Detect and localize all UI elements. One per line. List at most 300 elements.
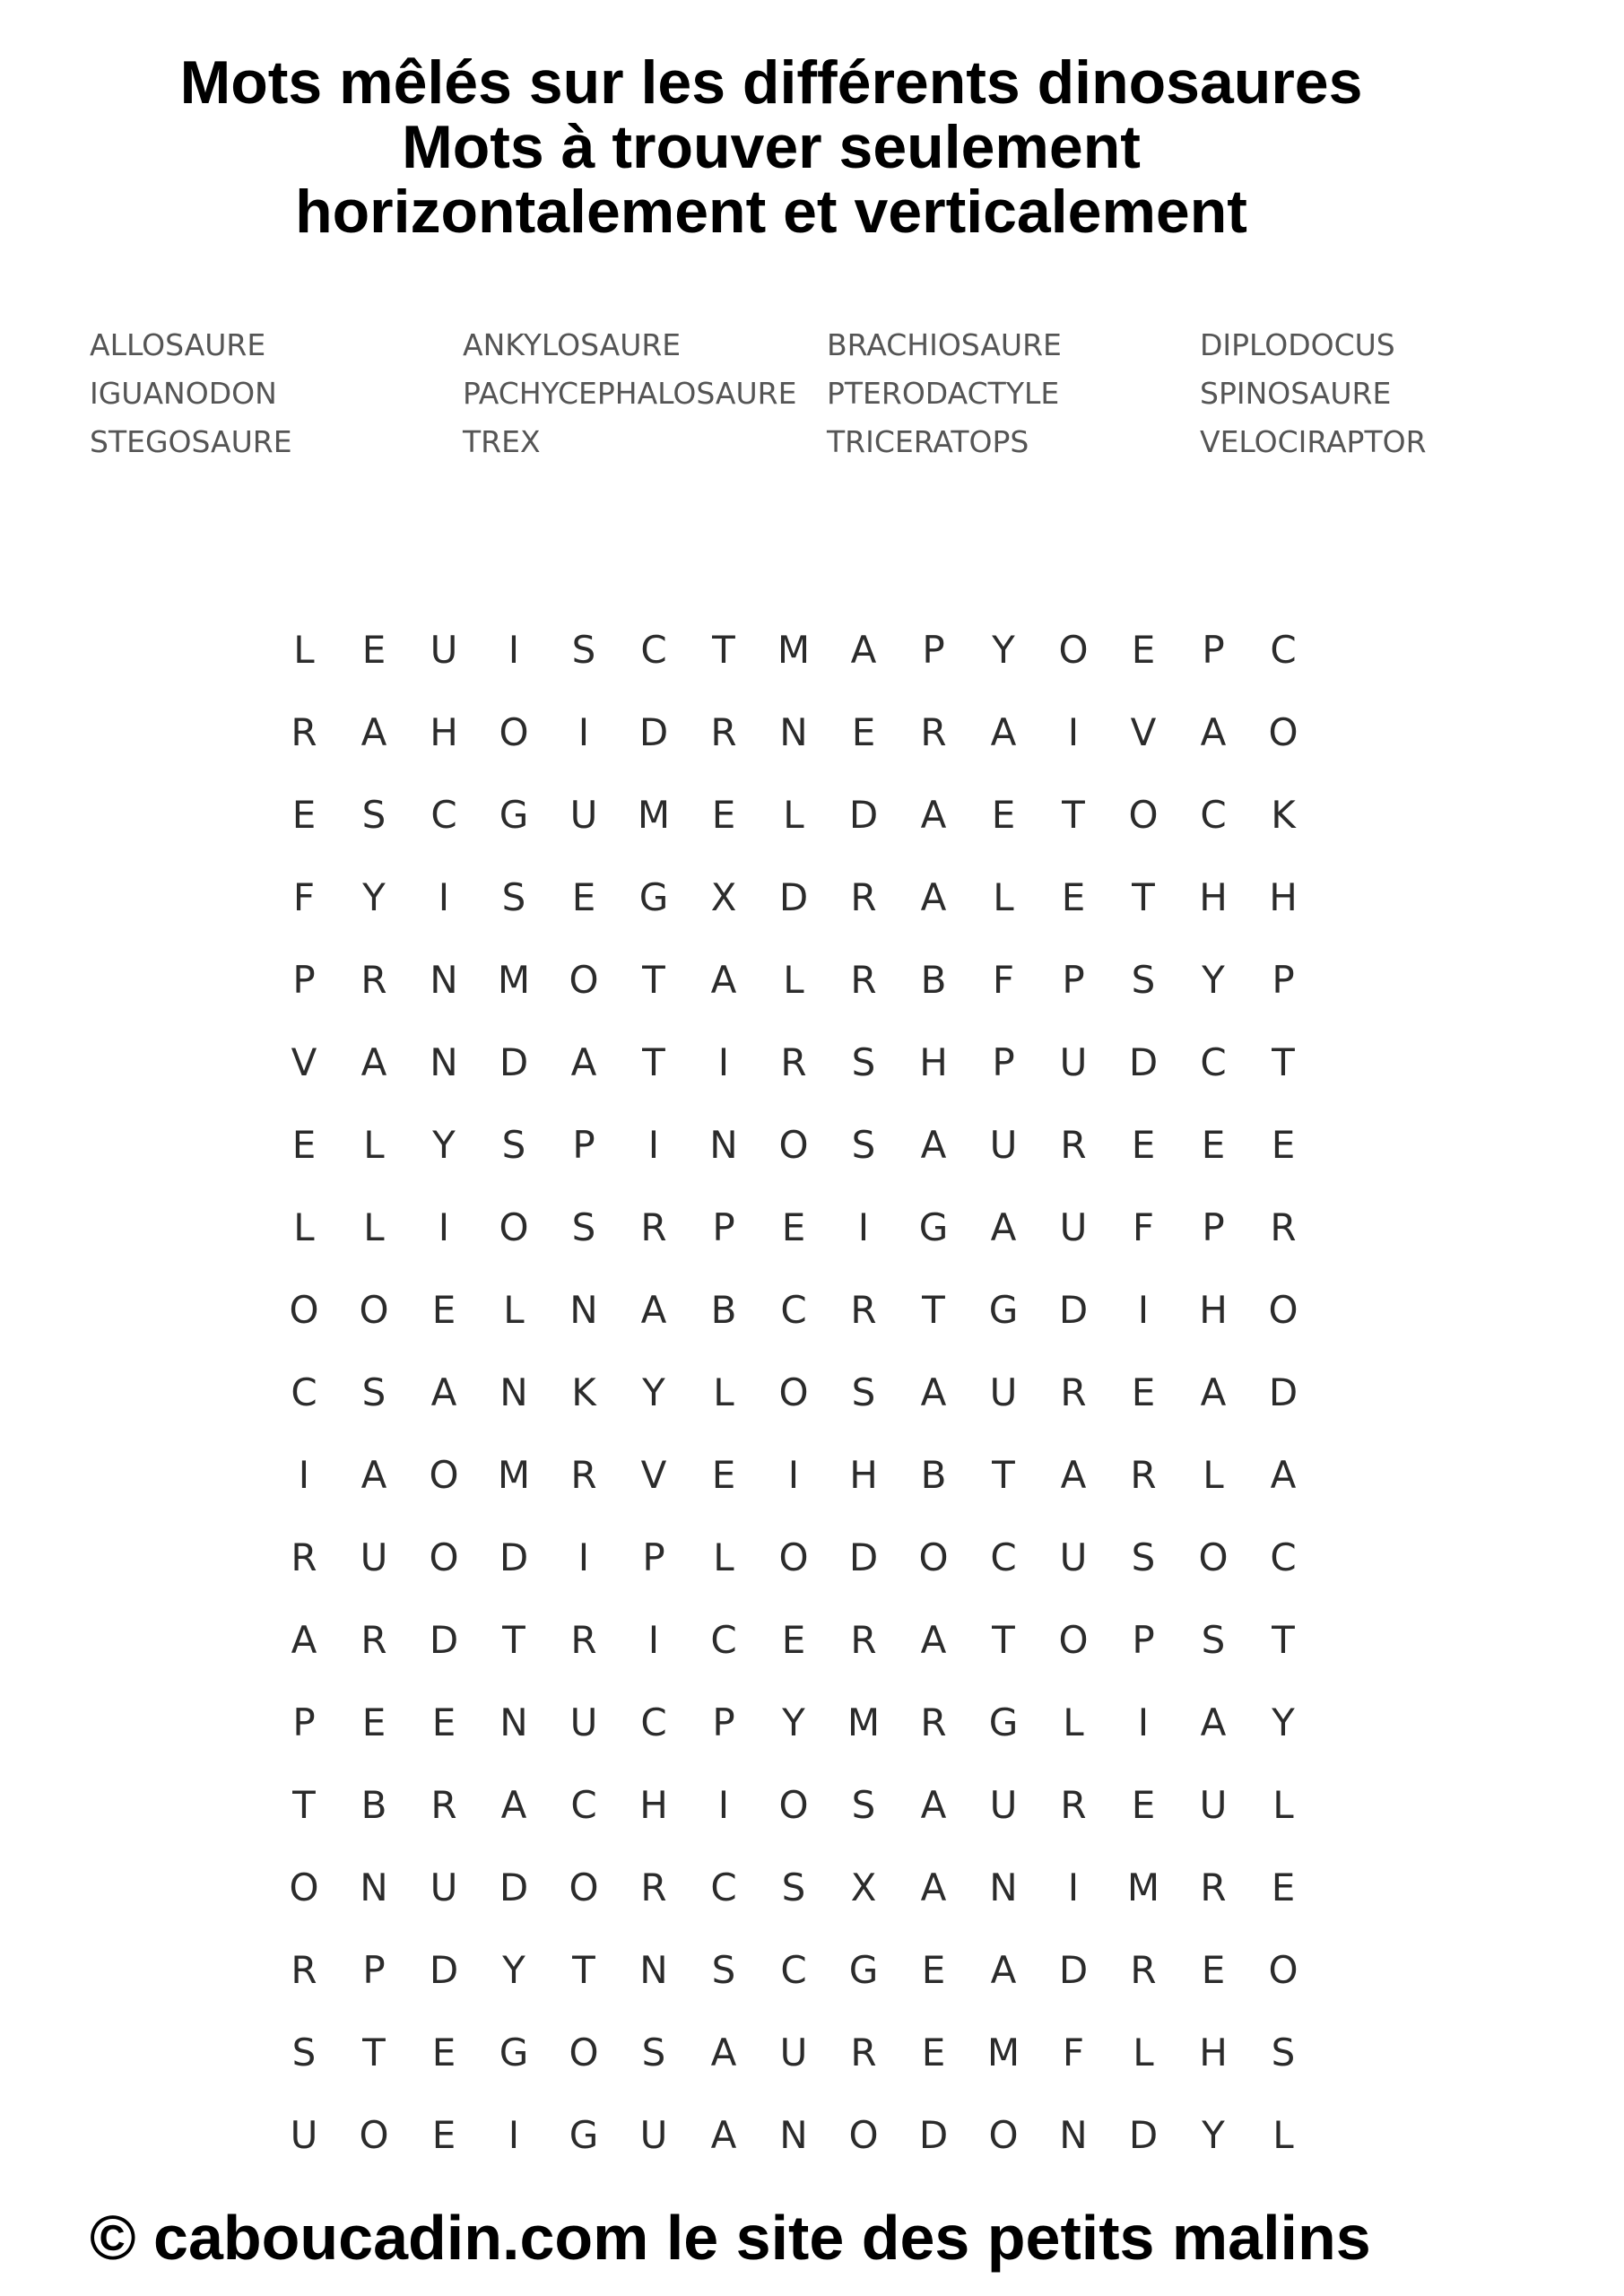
grid-cell: T <box>922 1287 945 1332</box>
grid-cell: R <box>360 1617 387 1662</box>
grid-cell: G <box>918 1205 949 1249</box>
grid-cell: S <box>641 2030 666 2074</box>
grid-cell: C <box>430 792 457 837</box>
grid-cell: O <box>778 1370 809 1414</box>
grid-cell: I <box>298 1452 310 1497</box>
grid-cell: E <box>431 2030 456 2074</box>
grid-cell: E <box>1131 1370 1156 1414</box>
grid-cell: E <box>711 792 736 837</box>
grid-cell: I <box>647 1617 660 1662</box>
word-list-item: SPINOSAURE <box>1200 376 1392 411</box>
grid-cell: A <box>920 792 947 837</box>
grid-cell: K <box>571 1370 596 1414</box>
grid-cell: M <box>777 627 811 672</box>
grid-cell: A <box>640 1287 667 1332</box>
grid-cell: E <box>571 874 596 919</box>
word-list-item: TRICERATOPS <box>827 424 1029 459</box>
grid-cell: S <box>571 1205 596 1249</box>
grid-cell: C <box>780 1947 807 1992</box>
grid-cell: I <box>1067 1865 1080 1909</box>
grid-cell: A <box>920 1782 947 1827</box>
grid-cell: O <box>778 1122 809 1167</box>
grid-cell: G <box>638 874 669 919</box>
grid-cell: M <box>847 1700 881 1744</box>
grid-cell: D <box>499 1865 529 1909</box>
grid-cell: U <box>430 627 458 672</box>
grid-cell: A <box>990 1205 1017 1249</box>
grid-cell: T <box>1132 874 1155 919</box>
grid-cell: I <box>1067 709 1080 754</box>
grid-cell: R <box>920 709 947 754</box>
grid-cell: G <box>499 2030 529 2074</box>
grid-cell: U <box>779 2030 808 2074</box>
grid-cell: C <box>710 1617 737 1662</box>
footer-credit: © caboucadin.com le site des petits malins <box>90 2203 1371 2273</box>
grid-cell: C <box>640 627 667 672</box>
grid-cell: A <box>360 1452 387 1497</box>
grid-cell: S <box>1201 1617 1226 1662</box>
grid-cell: O <box>359 2112 389 2157</box>
grid-cell: G <box>499 792 529 837</box>
grid-cell: Y <box>992 627 1015 672</box>
grid-cell: M <box>497 1452 531 1497</box>
word-list-item: VELOCIRAPTOR <box>1200 424 1427 459</box>
grid-cell: D <box>778 874 809 919</box>
grid-cell: I <box>508 627 520 672</box>
grid-cell: L <box>1133 2030 1154 2074</box>
grid-cell: E <box>1131 1782 1156 1827</box>
grid-cell: B <box>710 1287 737 1332</box>
grid-cell: S <box>851 1039 876 1084</box>
grid-cell: R <box>850 957 877 1002</box>
grid-cell: C <box>990 1535 1017 1579</box>
grid-cell: H <box>1199 2030 1228 2074</box>
grid-cell: A <box>360 1039 387 1084</box>
grid-cell: P <box>362 1947 386 1992</box>
grid-cell: V <box>291 1039 317 1084</box>
grid-cell: U <box>989 1370 1018 1414</box>
grid-cell: H <box>919 1039 948 1084</box>
grid-cell: A <box>1200 1370 1227 1414</box>
grid-cell: U <box>1059 1205 1088 1249</box>
grid-cell: R <box>1060 1370 1087 1414</box>
grid-cell: I <box>857 1205 870 1249</box>
grid-cell: T <box>712 627 735 672</box>
grid-cell: N <box>779 2112 808 2157</box>
grid-cell: U <box>1199 1782 1228 1827</box>
word-list-item: ANKYLOSAURE <box>463 327 682 362</box>
grid-cell: A <box>1270 1452 1297 1497</box>
grid-cell: N <box>569 1287 598 1332</box>
grid-cell: R <box>1200 1865 1227 1909</box>
grid-cell: H <box>849 1452 878 1497</box>
grid-cell: F <box>1132 1205 1155 1249</box>
grid-cell: A <box>1200 1700 1227 1744</box>
grid-cell: A <box>920 1370 947 1414</box>
grid-cell: S <box>781 1865 806 1909</box>
grid-cell: O <box>569 957 599 1002</box>
grid-cell: U <box>360 1535 388 1579</box>
grid-cell: C <box>710 1865 737 1909</box>
grid-cell: L <box>363 1122 385 1167</box>
grid-cell: N <box>499 1370 528 1414</box>
grid-cell: O <box>778 1535 809 1579</box>
grid-cell: E <box>1271 1122 1296 1167</box>
grid-cell: S <box>851 1122 876 1167</box>
word-list-item: BRACHIOSAURE <box>827 327 1062 362</box>
grid-cell: M <box>497 957 531 1002</box>
grid-cell: I <box>1137 1287 1150 1332</box>
grid-cell: T <box>1272 1039 1295 1084</box>
grid-cell: G <box>988 1700 1019 1744</box>
grid-cell: L <box>783 957 804 1002</box>
grid-cell: R <box>850 1617 877 1662</box>
grid-cell: E <box>851 709 876 754</box>
grid-cell: O <box>569 2030 599 2074</box>
grid-cell: A <box>710 2112 737 2157</box>
grid-cell: S <box>361 1370 386 1414</box>
grid-cell: R <box>1060 1782 1087 1827</box>
grid-cell: D <box>848 1535 879 1579</box>
grid-cell: N <box>499 1700 528 1744</box>
grid-cell: Y <box>362 874 386 919</box>
grid-cell: C <box>1200 792 1227 837</box>
grid-cell: O <box>569 1865 599 1909</box>
grid-cell: D <box>638 709 669 754</box>
grid-cell: S <box>291 2030 317 2074</box>
grid-cell: V <box>640 1452 667 1497</box>
grid-cell: Y <box>1272 1700 1295 1744</box>
grid-cell: S <box>1271 2030 1296 2074</box>
grid-cell: T <box>992 1617 1015 1662</box>
word-list-item: PACHYCEPHALOSAURE <box>463 376 797 411</box>
grid-cell: R <box>850 2030 877 2074</box>
grid-cell: D <box>918 2112 949 2157</box>
grid-cell: Y <box>432 1122 456 1167</box>
grid-cell: T <box>1062 792 1085 837</box>
grid-cell: P <box>1202 1205 1225 1249</box>
grid-cell: E <box>921 1947 946 1992</box>
grid-cell: D <box>1058 1287 1089 1332</box>
grid-cell: E <box>361 1700 386 1744</box>
grid-cell: E <box>781 1205 806 1249</box>
grid-cell: R <box>570 1617 597 1662</box>
grid-cell: D <box>499 1039 529 1084</box>
grid-cell: O <box>1058 627 1089 672</box>
grid-cell: C <box>291 1370 317 1414</box>
grid-cell: S <box>851 1370 876 1414</box>
grid-cell: R <box>360 957 387 1002</box>
grid-cell: T <box>642 957 665 1002</box>
grid-cell: P <box>642 1535 665 1579</box>
grid-cell: Y <box>502 1947 525 1992</box>
grid-cell: A <box>990 1947 1017 1992</box>
grid-cell: C <box>570 1782 597 1827</box>
grid-cell: T <box>362 2030 386 2074</box>
grid-cell: B <box>360 1782 387 1827</box>
grid-cell: E <box>1061 874 1086 919</box>
grid-cell: T <box>502 1617 525 1662</box>
grid-cell: I <box>508 2112 520 2157</box>
grid-cell: E <box>991 792 1016 837</box>
grid-cell: I <box>647 1122 660 1167</box>
grid-cell: S <box>361 792 386 837</box>
grid-cell: D <box>429 1617 459 1662</box>
grid-cell: O <box>429 1452 459 1497</box>
grid-cell: U <box>569 1700 598 1744</box>
grid-cell: R <box>430 1782 457 1827</box>
grid-cell: U <box>989 1122 1018 1167</box>
grid-cell: O <box>289 1865 319 1909</box>
grid-cell: R <box>920 1700 947 1744</box>
grid-cell: N <box>430 957 458 1002</box>
grid-cell: L <box>993 874 1014 919</box>
grid-cell: L <box>503 1287 525 1332</box>
grid-cell: A <box>920 1122 947 1167</box>
grid-cell: O <box>289 1287 319 1332</box>
grid-cell: T <box>572 1947 595 1992</box>
grid-cell: O <box>499 1205 529 1249</box>
grid-cell: L <box>293 1205 315 1249</box>
grid-cell: N <box>989 1865 1018 1909</box>
grid-cell: C <box>1270 1535 1297 1579</box>
grid-cell: I <box>787 1452 800 1497</box>
grid-cell: A <box>850 627 877 672</box>
grid-cell: E <box>291 792 317 837</box>
grid-cell: C <box>780 1287 807 1332</box>
grid-cell: S <box>1131 957 1156 1002</box>
grid-cell: E <box>921 2030 946 2074</box>
grid-cell: C <box>1270 627 1297 672</box>
grid-cell: M <box>1126 1865 1160 1909</box>
grid-cell: C <box>640 1700 667 1744</box>
grid-cell: E <box>711 1452 736 1497</box>
grid-cell: L <box>713 1370 734 1414</box>
grid-cell: Y <box>1202 957 1225 1002</box>
grid-cell: P <box>1062 957 1085 1002</box>
grid-cell: D <box>1128 2112 1159 2157</box>
word-list-item: ALLOSAURE <box>90 327 266 362</box>
grid-cell: O <box>1128 792 1159 837</box>
grid-cell: P <box>712 1700 735 1744</box>
grid-cell: A <box>1200 709 1227 754</box>
grid-cell: R <box>1130 1452 1157 1497</box>
grid-cell: L <box>783 792 804 837</box>
grid-cell: O <box>1198 1535 1229 1579</box>
grid-cell: S <box>851 1782 876 1827</box>
grid-cell: E <box>361 627 386 672</box>
grid-cell: R <box>850 1287 877 1332</box>
grid-cell: D <box>1268 1370 1298 1414</box>
grid-cell: O <box>988 2112 1019 2157</box>
grid-cell: T <box>1272 1617 1295 1662</box>
grid-cell: A <box>500 1782 527 1827</box>
grid-cell: M <box>986 2030 1020 2074</box>
grid-cell: N <box>1059 2112 1088 2157</box>
title-line-2: Mots à trouver seulement <box>402 113 1141 181</box>
grid-cell: E <box>291 1122 317 1167</box>
grid-cell: O <box>1268 1287 1298 1332</box>
grid-cell: S <box>501 1122 526 1167</box>
grid-cell: A <box>360 709 387 754</box>
grid-cell: G <box>569 2112 599 2157</box>
grid-cell: A <box>1060 1452 1087 1497</box>
grid-cell: E <box>1131 1122 1156 1167</box>
word-list-item: TREX <box>463 424 541 459</box>
grid-cell: G <box>848 1947 879 1992</box>
grid-cell: R <box>780 1039 807 1084</box>
word-list-item: STEGOSAURE <box>90 424 292 459</box>
grid-cell: R <box>850 874 877 919</box>
grid-cell: O <box>918 1535 949 1579</box>
grid-cell: P <box>1272 957 1295 1002</box>
grid-cell: F <box>1062 2030 1085 2074</box>
grid-cell: Y <box>1202 2112 1225 2157</box>
grid-cell: V <box>1130 709 1157 754</box>
letter-grid <box>269 608 1318 2176</box>
grid-cell: S <box>1131 1535 1156 1579</box>
grid-cell: H <box>1199 1287 1228 1332</box>
grid-cell: L <box>713 1535 734 1579</box>
grid-cell: F <box>992 957 1015 1002</box>
grid-cell: P <box>292 957 316 1002</box>
grid-cell: F <box>292 874 316 919</box>
grid-cell: E <box>781 1617 806 1662</box>
grid-cell: I <box>438 874 450 919</box>
grid-cell: Y <box>782 1700 805 1744</box>
grid-cell: H <box>639 1782 668 1827</box>
grid-cell: O <box>848 2112 879 2157</box>
grid-cell: O <box>359 1287 389 1332</box>
grid-cell: A <box>920 1617 947 1662</box>
grid-cell: P <box>572 1122 595 1167</box>
grid-cell: A <box>990 709 1017 754</box>
grid-cell: N <box>779 709 808 754</box>
grid-cell: O <box>1058 1617 1089 1662</box>
grid-cell: D <box>848 792 879 837</box>
grid-cell: S <box>711 1947 736 1992</box>
grid-cell: R <box>1130 1947 1157 1992</box>
grid-cell: U <box>569 792 598 837</box>
grid-cell: E <box>431 2112 456 2157</box>
grid-cell: P <box>1132 1617 1155 1662</box>
grid-cell: N <box>430 1039 458 1084</box>
grid-cell: B <box>920 1452 947 1497</box>
grid-cell: I <box>1137 1700 1150 1744</box>
grid-cell: E <box>431 1700 456 1744</box>
grid-cell: S <box>501 874 526 919</box>
grid-cell: P <box>1202 627 1225 672</box>
grid-cell: D <box>1058 1947 1089 1992</box>
grid-cell: R <box>1270 1205 1297 1249</box>
grid-cell: P <box>922 627 945 672</box>
grid-cell: G <box>988 1287 1019 1332</box>
grid-cell: R <box>640 1205 667 1249</box>
grid-cell: H <box>1269 874 1298 919</box>
grid-cell: E <box>431 1287 456 1332</box>
grid-cell: M <box>637 792 671 837</box>
grid-cell: O <box>429 1535 459 1579</box>
grid-cell: A <box>710 957 737 1002</box>
grid-cell: O <box>1268 1947 1298 1992</box>
grid-cell: U <box>639 2112 668 2157</box>
grid-cell: I <box>717 1782 730 1827</box>
grid-cell: L <box>363 1205 385 1249</box>
grid-cell: X <box>710 874 737 919</box>
grid-cell: Y <box>642 1370 665 1414</box>
grid-cell: L <box>1272 1782 1294 1827</box>
grid-cell: U <box>290 2112 318 2157</box>
grid-cell: N <box>360 1865 388 1909</box>
grid-cell: B <box>920 957 947 1002</box>
grid-cell: D <box>429 1947 459 1992</box>
grid-cell: L <box>293 627 315 672</box>
grid-cell: U <box>1059 1039 1088 1084</box>
grid-cell: T <box>992 1452 1015 1497</box>
grid-cell: A <box>291 1617 317 1662</box>
grid-cell: E <box>1201 1122 1226 1167</box>
grid-cell: I <box>578 1535 590 1579</box>
grid-cell: R <box>1060 1122 1087 1167</box>
grid-cell: P <box>292 1700 316 1744</box>
grid-cell: L <box>1272 2112 1294 2157</box>
word-list <box>90 327 1489 480</box>
grid-cell: S <box>571 627 596 672</box>
grid-cell: R <box>710 709 737 754</box>
grid-cell: T <box>292 1782 316 1827</box>
grid-cell: O <box>499 709 529 754</box>
word-list-item: DIPLODOCUS <box>1200 327 1395 362</box>
word-list-item: IGUANODON <box>90 376 277 411</box>
grid-cell: T <box>642 1039 665 1084</box>
grid-cell: U <box>989 1782 1018 1827</box>
grid-cell: H <box>430 709 458 754</box>
grid-cell: U <box>1059 1535 1088 1579</box>
grid-cell: O <box>778 1782 809 1827</box>
grid-cell: A <box>920 874 947 919</box>
grid-cell: I <box>438 1205 450 1249</box>
title-line-3: horizontalement et verticalement <box>295 178 1247 246</box>
grid-cell: A <box>710 2030 737 2074</box>
grid-cell: R <box>291 1947 317 1992</box>
grid-cell: I <box>717 1039 730 1084</box>
grid-cell: U <box>430 1865 458 1909</box>
grid-cell: A <box>430 1370 457 1414</box>
grid-cell: H <box>1199 874 1228 919</box>
title-line-1: Mots mêlés sur les différents dinosaures <box>179 48 1363 117</box>
grid-cell: D <box>499 1535 529 1579</box>
grid-cell: O <box>1268 709 1298 754</box>
word-list-item: PTERODACTYLE <box>827 376 1060 411</box>
grid-cell: D <box>1128 1039 1159 1084</box>
grid-cell: X <box>850 1865 877 1909</box>
grid-cell: N <box>639 1947 668 1992</box>
grid-cell: C <box>1200 1039 1227 1084</box>
grid-cell: A <box>570 1039 597 1084</box>
grid-cell: L <box>1203 1452 1224 1497</box>
grid-cell: P <box>992 1039 1015 1084</box>
grid-cell: I <box>578 709 590 754</box>
grid-cell: P <box>712 1205 735 1249</box>
grid-cell: N <box>709 1122 738 1167</box>
grid-cell: L <box>1063 1700 1084 1744</box>
grid-cell: R <box>570 1452 597 1497</box>
grid-cell: A <box>920 1865 947 1909</box>
grid-cell: E <box>1131 627 1156 672</box>
grid-cell: K <box>1271 792 1296 837</box>
grid-cell: R <box>640 1865 667 1909</box>
grid-cell: E <box>1271 1865 1296 1909</box>
